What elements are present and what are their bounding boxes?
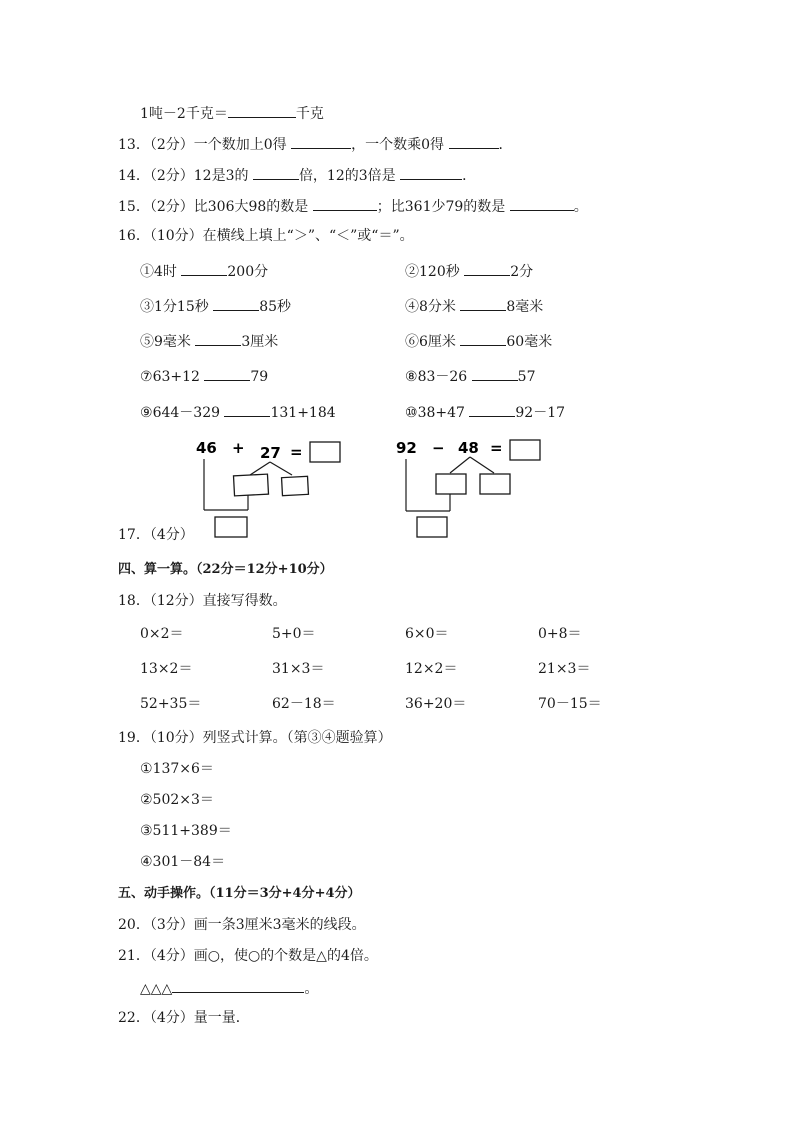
comparison-right: 85秒 (259, 299, 292, 315)
item-marker: ⑨ (140, 405, 153, 421)
mental-math-item: 12×2＝ (405, 661, 458, 677)
question-text: 直接写得数。 (202, 593, 287, 609)
comparison-left: 9毫米 (154, 334, 191, 350)
comparison-item (405, 331, 552, 351)
mental-math-item: 52+35＝ (140, 696, 202, 712)
question-14 (118, 165, 476, 185)
item-marker: ⑥ (405, 334, 419, 350)
diagram-1-svg (190, 435, 360, 545)
diagram-1-eq: = (290, 443, 303, 461)
q13-blank-1[interactable] (291, 134, 351, 149)
question-text: 量一量． (193, 1010, 250, 1026)
comparison-blank[interactable] (195, 331, 241, 346)
triangle-shapes: △△△ (140, 981, 173, 997)
question-number: 16． (118, 228, 150, 244)
item-marker: ③ (140, 299, 154, 315)
mental-math-item: 36+20＝ (405, 696, 467, 712)
diagram-1-split-box-left[interactable] (233, 474, 268, 496)
mental-math-item: 6×0＝ (405, 626, 449, 642)
comparison-blank[interactable] (181, 261, 227, 276)
question-21 (118, 947, 378, 965)
mental-math-item: 5+0＝ (272, 626, 316, 642)
section-5-title: 五、动手操作。（11分＝3分+4分+4分） (118, 886, 361, 901)
decomposition-diagram-1 (190, 435, 360, 549)
diagram-2-split-box-right[interactable] (480, 474, 510, 494)
q19-item: ③511+389＝ (140, 823, 232, 839)
comparison-item (140, 402, 336, 422)
comparison-item (405, 402, 565, 422)
comparison-blank[interactable] (460, 296, 506, 311)
item-marker: ① (140, 264, 154, 280)
diagram-2-svg (390, 435, 560, 545)
mental-math-item: 31×3＝ (272, 661, 325, 677)
question-text: 在横线上填上“＞”、“＜”或“＝”。 (202, 228, 414, 244)
q21-drawing-blank[interactable] (172, 978, 304, 993)
comparison-right: 131+184 (270, 405, 336, 421)
mental-math-item: 0+8＝ (538, 626, 582, 642)
question-score: （4分） (149, 948, 194, 964)
question-19 (118, 729, 392, 747)
comparison-blank[interactable] (464, 261, 510, 276)
mental-math-item: 21×3＝ (538, 661, 591, 677)
question-text: 画一条3厘米3毫米的线段。 (193, 917, 366, 933)
comparison-item (405, 296, 543, 316)
diagram-2-result-box[interactable] (510, 440, 540, 460)
section-4-title: 四、算一算。（22分＝12分+10分） (118, 562, 333, 577)
q15-blank-1[interactable] (313, 196, 377, 211)
question-number: 14． (118, 168, 150, 184)
question-15 (118, 196, 588, 216)
comparison-left: 1分15秒 (154, 299, 209, 315)
comparison-item (405, 261, 533, 281)
comparison-right: 60毫米 (506, 334, 553, 350)
comparison-left: 63+12 (152, 369, 200, 385)
mental-math-item: 0×2＝ (140, 626, 184, 642)
comparison-left: 83－26 (417, 369, 468, 385)
comparison-left: 6厘米 (419, 334, 456, 350)
punctuation: 。 (573, 199, 588, 215)
question-text: ；比361少79的数是 (376, 199, 506, 215)
diagram-2-split-box-left[interactable] (436, 474, 466, 494)
question-13 (118, 134, 513, 154)
comparison-right: 57 (517, 369, 536, 385)
comparison-blank[interactable] (204, 366, 250, 381)
question-number: 19． (118, 730, 150, 746)
comparison-right: 79 (250, 369, 269, 385)
question-number: 21． (118, 948, 150, 964)
comparison-left: 4时 (154, 264, 177, 280)
question-score: （2分） (149, 199, 194, 215)
diagram-2-eq: = (490, 439, 503, 457)
mental-math-item: 62－18＝ (272, 696, 336, 712)
question-score: （2分） (149, 137, 194, 153)
item-marker: ② (405, 264, 419, 280)
comparison-blank[interactable] (213, 296, 259, 311)
comparison-right: 3厘米 (241, 334, 279, 350)
punctuation: 。 (304, 981, 319, 997)
item-marker: ⑦ (140, 369, 153, 385)
comparison-item (140, 296, 291, 316)
comparison-blank[interactable] (224, 402, 270, 417)
question-score: （10分） (149, 730, 203, 746)
diagram-1-result-box[interactable] (310, 442, 340, 462)
comparison-right: 92－17 (515, 405, 566, 421)
item-marker: ④ (405, 299, 419, 315)
q12-tail (140, 103, 324, 123)
item-marker: ⑧ (405, 369, 418, 385)
question-number: 20． (118, 917, 150, 933)
q14-blank-2[interactable] (400, 165, 462, 180)
q12-answer-blank[interactable] (228, 103, 296, 118)
item-marker: ⑩ (405, 405, 418, 421)
item-marker: ⑤ (140, 334, 154, 350)
question-text: 列竖式计算。（第③④题验算） (202, 730, 392, 746)
mental-math-item: 13×2＝ (140, 661, 193, 677)
q15-blank-2[interactable] (510, 196, 574, 211)
question-number: 18． (118, 593, 150, 609)
punctuation: ． (498, 137, 513, 153)
question-20 (118, 916, 366, 934)
comparison-blank[interactable] (472, 366, 518, 381)
question-text: 比306大98的数是 (193, 199, 309, 215)
comparison-left: 8分米 (419, 299, 456, 315)
comparison-left: 38+47 (417, 405, 465, 421)
question-score: （2分） (149, 168, 194, 184)
diagram-2-difference-box[interactable] (417, 517, 447, 537)
question-number: 22． (118, 1010, 150, 1026)
mental-math-item: 70－15＝ (538, 696, 602, 712)
question-number: 17． (118, 527, 150, 543)
comparison-item (405, 366, 535, 386)
question-text: 倍，12的3倍是 (298, 168, 396, 184)
question-18 (118, 592, 287, 610)
question-score: （3分） (149, 917, 194, 933)
question-17 (118, 526, 194, 544)
diagram-1-sum-box[interactable] (215, 517, 247, 537)
question-score: （4分） (149, 1010, 194, 1026)
comparison-item (140, 366, 268, 386)
comparison-left: 644－329 (152, 405, 221, 421)
diagram-1-op: + (232, 439, 245, 457)
diagram-2-op: − (432, 439, 445, 457)
question-number: 15． (118, 199, 150, 215)
diagram-2-a: 92 (396, 439, 417, 457)
diagram-1-b: 27 (260, 444, 281, 462)
question-22 (118, 1009, 250, 1027)
q13-blank-2[interactable] (449, 134, 499, 149)
comparison-right: 8毫米 (506, 299, 544, 315)
diagram-2-b: 48 (458, 439, 479, 457)
comparison-right: 2分 (510, 264, 534, 280)
q19-item: ②502×3＝ (140, 792, 214, 808)
q19-item: ①137×6＝ (140, 761, 214, 777)
q19-item: ④301－84＝ (140, 854, 226, 870)
comparison-item (140, 261, 268, 281)
comparison-left: 120秒 (419, 264, 460, 280)
q12-lead-text: 1吨－2千克＝ (140, 106, 228, 122)
decomposition-diagram-2 (390, 435, 560, 549)
comparison-item (140, 331, 278, 351)
q14-blank-1[interactable] (253, 165, 299, 180)
comparison-blank[interactable] (469, 402, 515, 417)
comparison-blank[interactable] (460, 331, 506, 346)
punctuation: ． (462, 168, 477, 184)
question-text: ，一个数乘0得 (351, 137, 445, 153)
comparison-right: 200分 (227, 264, 269, 280)
question-score: （12分） (149, 593, 203, 609)
question-text: 12是3的 (193, 168, 249, 184)
q21-answer-line (140, 978, 318, 998)
diagram-1-split-box-right[interactable] (282, 476, 309, 495)
question-text: 画○，使○的个数是△的4倍。 (193, 948, 378, 964)
question-score: （4分） (149, 527, 194, 543)
question-16 (118, 227, 414, 245)
question-score: （10分） (149, 228, 203, 244)
question-number: 13． (118, 137, 150, 153)
question-text: 一个数加上0得 (193, 137, 287, 153)
q12-unit: 千克 (295, 106, 324, 122)
diagram-1-a: 46 (196, 439, 217, 457)
